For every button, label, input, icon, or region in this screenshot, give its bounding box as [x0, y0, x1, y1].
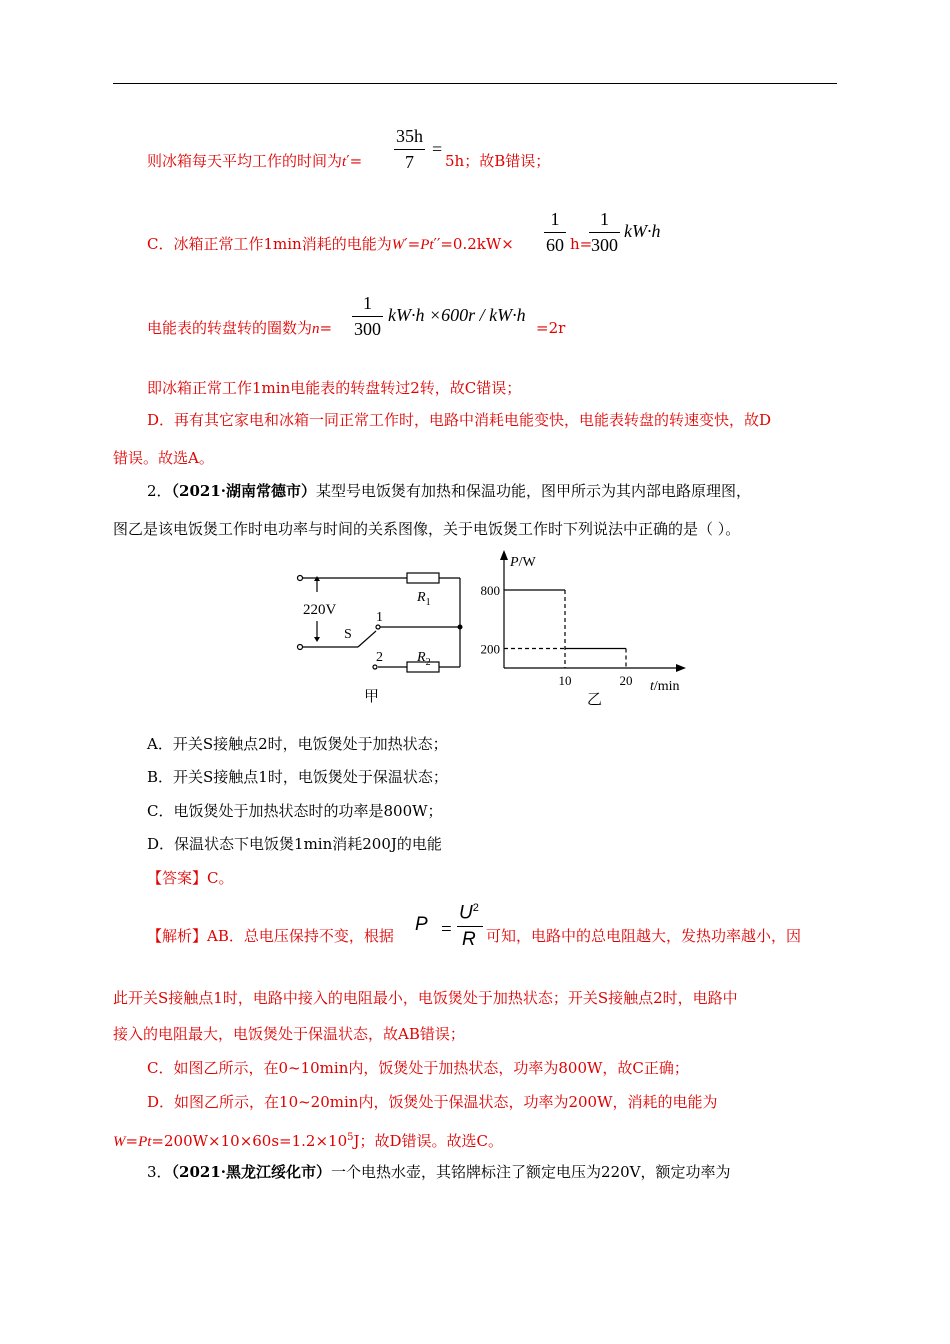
solution-line-6: 错误。故选A。: [113, 449, 214, 467]
r1-label: $R_1$: [417, 590, 431, 608]
solution-line-1: 则冰箱每天平均工作的时间为t′=: [147, 152, 363, 170]
solution-line-4: 即冰箱正常工作1min电能表的转盘转过2转，故C错误；: [147, 379, 522, 397]
y-axis-label: P/W: [510, 555, 536, 570]
chart-caption: 乙: [587, 692, 603, 708]
question-2-stem-1: 2．（2021·湖南常德市）某型号电饭煲有加热和保温功能，图甲所示为其内部电路原理图，: [147, 482, 752, 500]
option-d: D．保温状态下电饭煲1min消耗200J的电能: [147, 835, 442, 853]
solution-line-3-tail: =2r: [536, 319, 566, 337]
power-time-chart: [470, 548, 700, 713]
analysis-line-6: $W=Pt=200W\times 10\times 60s=1.2\times 10^5J$；故D错误。故选C。: [113, 1132, 504, 1150]
analysis-line-4: C．如图乙所示，在0~10min内，饭煲处于加热状态，功率为800W，故C正确；: [147, 1059, 689, 1077]
y-tick-label: 800: [480, 583, 500, 598]
x-axis-label: t/min: [650, 679, 680, 694]
analysis-line-1b: 可知，电路中的总电阻越大，发热功率越小，因: [486, 927, 802, 945]
y-axis-arrow: [500, 550, 508, 560]
analysis-line-2: 此开关S接触点1时，电路中接入的电阻最小，电饭煲处于加热状态；开关S接触点2时，电路中: [113, 989, 738, 1007]
option-b: B．开关S接触点1时，电饭煲处于保温状态；: [147, 768, 448, 786]
fraction-1-over-60: 1 60: [546, 209, 564, 255]
solution-line-5: D．再有其它家电和冰箱一同正常工作时，电路中消耗电能变快，电能表转盘的转速变快，故D: [147, 411, 772, 429]
solution-line-2: C．冰箱正常工作1min消耗的电能为W′=Pt′′=0.2kW×: [147, 235, 514, 253]
option-c: C．电饭煲处于加热状态时的功率是800W；: [147, 802, 443, 820]
analysis-line-1a: 【解析】AB．总电压保持不变，根据: [147, 927, 394, 945]
fraction-35h-over-7: 35h 7: [396, 126, 423, 172]
solution-line-2-h: h=: [570, 235, 593, 253]
x-tick-label: 20: [619, 673, 633, 688]
contact-1-label: 1: [376, 610, 383, 625]
answer-line: 【答案】C。: [147, 869, 234, 887]
solution-line-3: 电能表的转盘转的圈数为n=: [147, 319, 333, 337]
circuit-caption: 甲: [364, 689, 380, 705]
equals-sign: =: [432, 139, 443, 159]
analysis-line-5: D．如图乙所示，在10~20min内，饭煲处于保温状态，功率为200W，消耗的电能为: [147, 1093, 718, 1111]
contact-2-label: 2: [376, 650, 383, 665]
analysis-line-3: 接入的电阻最大，电饭煲处于保温状态，故AB错误；: [113, 1025, 465, 1043]
question-3-stem: 3．（2021·黑龙江绥化市）一个电热水壶，其铭牌标注了额定电压为220V，额定功率为: [147, 1163, 731, 1181]
fraction-1-over-300-b: 1 300: [354, 293, 381, 339]
circuit-diagram: [290, 565, 470, 710]
fraction-1-over-300: 1 300: [591, 209, 618, 255]
header-rule: [113, 83, 837, 84]
x-tick-label: 10: [558, 673, 572, 688]
solution-line-1-tail: 5h；故B错误；: [445, 152, 551, 170]
y-tick-label: 200: [480, 641, 500, 657]
revolutions-expression: kW·h ×600r / kW·h: [388, 305, 526, 325]
r2-label: $R_2$: [417, 650, 431, 668]
switch-label: S: [344, 627, 352, 642]
x-axis-arrow: [676, 664, 686, 672]
question-2-stem-2: 图乙是该电饭煲工作时电功率与时间的关系图像，关于电饭煲工作时下列说法中正确的是（ ）。: [113, 520, 741, 538]
unit-kwh: kW·h: [624, 221, 661, 241]
option-a: A．开关S接触点2时，电饭煲处于加热状态；: [147, 735, 448, 753]
voltage-label: 220V: [303, 602, 337, 618]
